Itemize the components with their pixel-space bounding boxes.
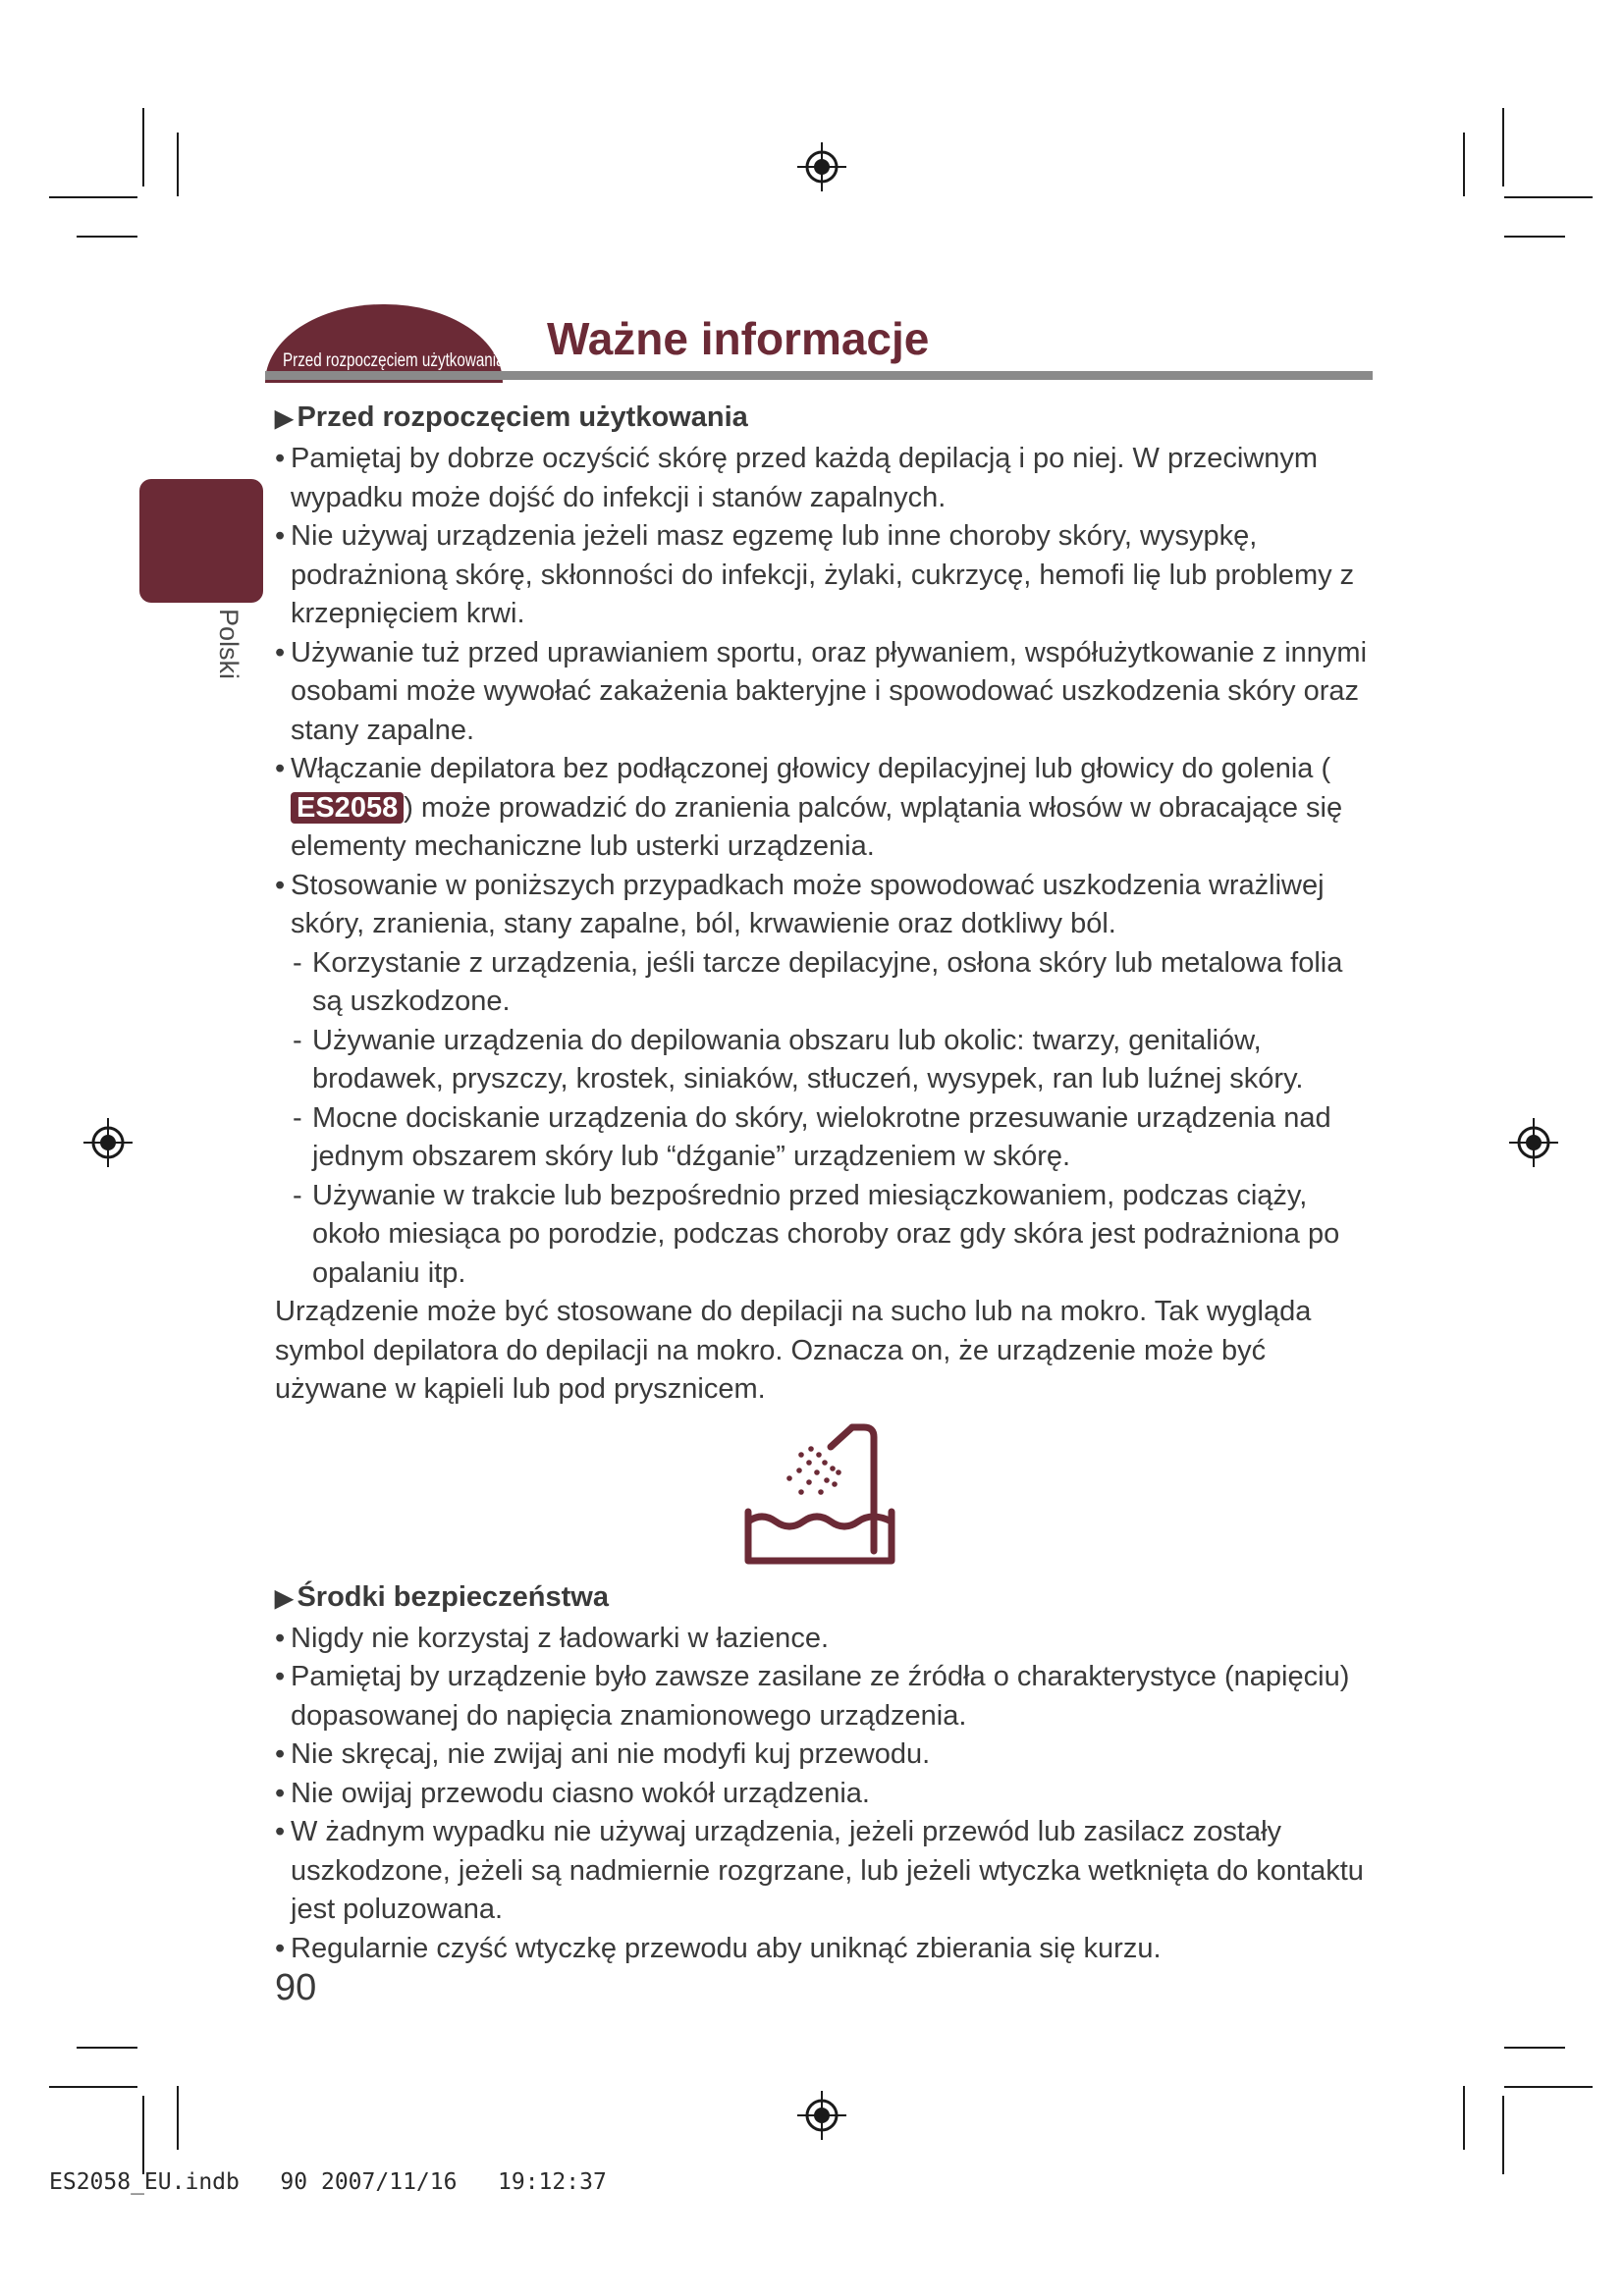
language-tab-block [139, 479, 263, 603]
crop-mark-br-v [1502, 2096, 1504, 2174]
bullet-icon: • [275, 1777, 286, 1809]
arrow-right-icon: ▶ [275, 405, 294, 432]
footer-file: ES2058_EU.indb [49, 2169, 240, 2195]
sub-list-item: - Mocne dociskanie urządzenia do skóry, wielokrotne przesuwanie urządzenia nad jednym obszarem skóry lub “dźganie” urządzeniem w skórę. [293, 1101, 1331, 1172]
bullet-icon: • [275, 1622, 286, 1654]
list-item: • W żadnym wypadku nie używaj urządzenia, jeżeli przewód lub zasilacz zostały uszkodzone, jeżeli są nadmiernie rozgrzane, lub jeżeli wtyczka wetknięta do kontaktu jest poluzowana. [275, 1813, 1375, 1930]
bullet-icon: • [275, 869, 286, 901]
print-footer [49, 2169, 607, 2195]
wet-use-paragraph: Urządzenie może być stosowane do depilacji na sucho lub na mokro. Tak wygląda symbol depilatora do depilacji na mokro. Oznacza on, że urządzenie może być używane w kąpieli lub pod prysznicem. [275, 1296, 1312, 1405]
wet-use-symbol [275, 1410, 1375, 1576]
footer-date: 2007/11/16 [320, 2169, 458, 2195]
section-heading-safety: ▶ Środki bezpieczeństwa [275, 1580, 609, 1613]
footer-time: 19:12:37 [498, 2169, 607, 2195]
crop-mark-bl-h2 [49, 2086, 137, 2088]
crop-mark-bl-v [142, 2096, 144, 2174]
crop-mark-tl-v2 [177, 133, 179, 196]
sub-list-item: - Używanie w trakcie lub bezpośrednio przed miesiączkowaniem, podczas ciąży, około miesiąca po porodzie, podczas choroby oraz gdy skóra jest podrażniona po opalaniu itp. [293, 1179, 1340, 1289]
crop-mark-tr-v [1502, 108, 1504, 187]
list-item: • Pamiętaj by urządzenie było zawsze zasilane ze źródła o charakterystyce (napięciu) dopasowanej do napięcia znamionowego urządzenia. [275, 1658, 1375, 1735]
main-content [275, 397, 1375, 1968]
list-item: • Pamiętaj by dobrze oczyścić skórę przed każdą depilacją i po niej. W przeciwnym wypadku może dojść do infekcji i stanów zapalnych. [275, 440, 1375, 517]
list-item: • Używanie tuż przed uprawianiem sportu, oraz pływaniem, współużytkowanie z innymi osobami może wywołać zakażenia bakteryjne i spowodować uszkodzenia skóry oraz stany zapalne. [275, 634, 1375, 751]
bullet-icon: • [275, 1661, 286, 1692]
section-tab-label: Przed rozpoczęciem użytkowania [283, 350, 505, 371]
shower-bath-icon [736, 1421, 903, 1569]
list-item: • Nie używaj urządzenia jeżeli masz egzemę lub inne choroby skóry, wysypkę, podrażnioną skórę, skłonności do infekcji, żylaki, cukrzycę, hemofi lię lub problemy z krzepnięciem krwi. [275, 517, 1375, 634]
registration-mark-bottom-icon [795, 2089, 848, 2142]
title-underline [265, 371, 1373, 380]
crop-mark-tr-h2 [1504, 236, 1565, 238]
bullet-icon: • [275, 1932, 286, 1964]
registration-mark-left-icon [81, 1116, 135, 1169]
bullet-icon: • [275, 520, 286, 552]
footer-page: 90 [280, 2169, 308, 2195]
bullet-icon: • [275, 443, 286, 474]
page-title: Ważne informacje [547, 313, 930, 364]
crop-mark-tl-h2 [77, 236, 137, 238]
sub-list-item: - Korzystanie z urządzenia, jeśli tarcze depilacyjne, osłona skóry lub metalowa folia są uszkodzone. [293, 946, 1343, 1017]
list-item: • Stosowanie w poniższych przypadkach może spowodować uszkodzenia wrażliwej skóry, zranienia, stany zapalne, ból, krwawienie oraz dotkliwy ból. [275, 867, 1375, 944]
bullet-icon: • [275, 753, 286, 784]
crop-mark-br-h2 [1504, 2086, 1593, 2088]
sub-list-item: - Używanie urządzenia do depilowania obszaru lub okolic: twarzy, genitaliów, brodawek, pryszczy, krostek, siniaków, stłuczeń, wysypek, ran lub luźnej skóry. [293, 1024, 1304, 1095]
arrow-right-icon: ▶ [275, 1584, 294, 1612]
crop-mark-bl-h [77, 2047, 137, 2049]
crop-mark-bl-v2 [177, 2086, 179, 2150]
list-item: • Regularnie czyść wtyczkę przewodu aby uniknąć zbierania się kurzu. [275, 1930, 1375, 1969]
bullet-icon: • [275, 636, 286, 668]
page-number: 90 [275, 1967, 317, 2008]
crop-mark-tr-v2 [1463, 133, 1465, 196]
model-badge: ES2058 [291, 792, 404, 824]
language-tab-label: Polski [214, 609, 244, 680]
list-item: • Nie skręcaj, nie zwijaj ani nie modyfi kuj przewodu. [275, 1735, 1375, 1775]
crop-mark-tl-h [49, 196, 137, 198]
list-item: • Nie owijaj przewodu ciasno wokół urządzenia. [275, 1775, 1375, 1814]
registration-mark-right-icon [1507, 1116, 1560, 1169]
list-item: • Włączanie depilatora bez podłączonej głowicy depilacyjnej lub głowicy do golenia (ES2058 ) może prowadzić do zranienia palców, wplątania włosów w obracające się elementy mechaniczne lub usterki urządzenia. [275, 750, 1375, 867]
list-item: • Nigdy nie korzystaj z ładowarki w łazience. [275, 1620, 1375, 1659]
crop-mark-br-h [1504, 2047, 1565, 2049]
section-heading-before-use: ▶ Przed rozpoczęciem użytkowania [275, 401, 748, 433]
registration-mark-top-icon [795, 140, 848, 193]
bullet-icon: • [275, 1738, 286, 1770]
bullet-icon: • [275, 1816, 286, 1847]
crop-mark-tr-h [1504, 196, 1593, 198]
crop-mark-br-v2 [1463, 2086, 1465, 2150]
crop-mark-tl-v [142, 108, 144, 187]
